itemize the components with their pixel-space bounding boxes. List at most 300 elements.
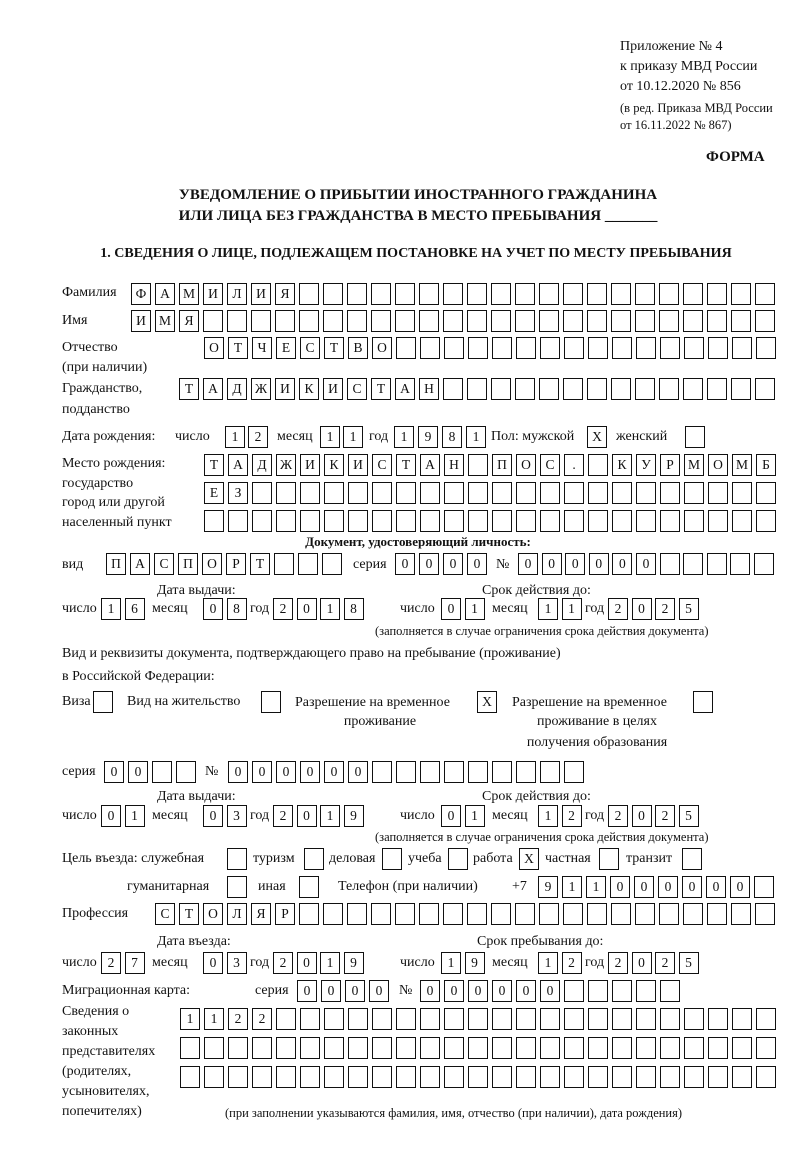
- char-box[interactable]: 2: [562, 952, 582, 974]
- char-box[interactable]: Л: [227, 283, 247, 305]
- char-box[interactable]: [563, 310, 583, 332]
- char-box[interactable]: Е: [276, 337, 296, 359]
- char-box[interactable]: 8: [344, 598, 364, 620]
- char-box[interactable]: 0: [369, 980, 389, 1002]
- char-box[interactable]: М: [684, 454, 704, 476]
- char-box[interactable]: 0: [542, 553, 562, 575]
- char-box[interactable]: [300, 1008, 320, 1030]
- char-box[interactable]: О: [204, 337, 224, 359]
- char-box[interactable]: [683, 903, 703, 925]
- char-box[interactable]: 0: [441, 598, 461, 620]
- char-box[interactable]: X: [587, 426, 607, 448]
- char-box[interactable]: [372, 1008, 392, 1030]
- char-box[interactable]: [693, 691, 713, 713]
- char-box[interactable]: 1: [101, 598, 121, 620]
- char-box[interactable]: [348, 1008, 368, 1030]
- char-box[interactable]: [684, 337, 704, 359]
- char-box[interactable]: [396, 1037, 416, 1059]
- char-box[interactable]: [515, 283, 535, 305]
- char-box[interactable]: [372, 761, 392, 783]
- char-box[interactable]: А: [155, 283, 175, 305]
- char-box[interactable]: 0: [632, 952, 652, 974]
- char-box[interactable]: [252, 1066, 272, 1088]
- char-box[interactable]: [299, 876, 319, 898]
- char-box[interactable]: 0: [420, 980, 440, 1002]
- char-box[interactable]: Т: [371, 378, 391, 400]
- char-box[interactable]: [348, 510, 368, 532]
- char-box[interactable]: А: [395, 378, 415, 400]
- char-box[interactable]: [420, 1008, 440, 1030]
- char-box[interactable]: Т: [396, 454, 416, 476]
- char-box[interactable]: В: [348, 337, 368, 359]
- char-box[interactable]: [347, 310, 367, 332]
- char-box[interactable]: 0: [612, 553, 632, 575]
- char-box[interactable]: [516, 482, 536, 504]
- char-box[interactable]: [708, 337, 728, 359]
- char-box[interactable]: [708, 1008, 728, 1030]
- char-box[interactable]: [396, 1066, 416, 1088]
- char-box[interactable]: [564, 1066, 584, 1088]
- char-box[interactable]: [444, 337, 464, 359]
- char-box[interactable]: [443, 903, 463, 925]
- char-box[interactable]: 9: [465, 952, 485, 974]
- char-box[interactable]: [276, 1066, 296, 1088]
- char-box[interactable]: [564, 510, 584, 532]
- char-box[interactable]: 1: [320, 426, 340, 448]
- char-box[interactable]: [299, 283, 319, 305]
- char-box[interactable]: 2: [101, 952, 121, 974]
- char-box[interactable]: О: [708, 454, 728, 476]
- char-box[interactable]: З: [228, 482, 248, 504]
- char-box[interactable]: [684, 1008, 704, 1030]
- char-box[interactable]: [276, 510, 296, 532]
- char-box[interactable]: [324, 482, 344, 504]
- char-box[interactable]: [563, 903, 583, 925]
- char-box[interactable]: [304, 848, 324, 870]
- char-box[interactable]: [611, 378, 631, 400]
- char-box[interactable]: Т: [204, 454, 224, 476]
- char-box[interactable]: [731, 283, 751, 305]
- char-box[interactable]: [491, 283, 511, 305]
- char-box[interactable]: С: [154, 553, 174, 575]
- char-box[interactable]: [227, 310, 247, 332]
- char-box[interactable]: 0: [297, 980, 317, 1002]
- char-box[interactable]: И: [300, 454, 320, 476]
- char-box[interactable]: 0: [632, 598, 652, 620]
- char-box[interactable]: 0: [565, 553, 585, 575]
- char-box[interactable]: П: [106, 553, 126, 575]
- char-box[interactable]: 2: [655, 952, 675, 974]
- char-box[interactable]: [371, 283, 391, 305]
- char-box[interactable]: Ж: [251, 378, 271, 400]
- char-box[interactable]: [539, 310, 559, 332]
- char-box[interactable]: [730, 553, 750, 575]
- char-box[interactable]: А: [228, 454, 248, 476]
- char-box[interactable]: 1: [562, 876, 582, 898]
- char-box[interactable]: И: [323, 378, 343, 400]
- char-box[interactable]: 1: [125, 805, 145, 827]
- char-box[interactable]: [564, 1037, 584, 1059]
- char-box[interactable]: [755, 378, 775, 400]
- char-box[interactable]: [539, 283, 559, 305]
- char-box[interactable]: 0: [632, 805, 652, 827]
- char-box[interactable]: [636, 1008, 656, 1030]
- char-box[interactable]: [420, 510, 440, 532]
- char-box[interactable]: 1: [465, 598, 485, 620]
- char-box[interactable]: 2: [248, 426, 268, 448]
- char-box[interactable]: [491, 903, 511, 925]
- char-box[interactable]: 1: [538, 952, 558, 974]
- char-box[interactable]: [732, 1037, 752, 1059]
- char-box[interactable]: [635, 903, 655, 925]
- char-box[interactable]: [467, 378, 487, 400]
- char-box[interactable]: 2: [273, 805, 293, 827]
- char-box[interactable]: [444, 1008, 464, 1030]
- char-box[interactable]: X: [477, 691, 497, 713]
- char-box[interactable]: К: [324, 454, 344, 476]
- char-box[interactable]: [492, 1037, 512, 1059]
- char-box[interactable]: [324, 510, 344, 532]
- char-box[interactable]: [372, 510, 392, 532]
- char-box[interactable]: [467, 283, 487, 305]
- char-box[interactable]: [708, 1066, 728, 1088]
- char-box[interactable]: Р: [660, 454, 680, 476]
- char-box[interactable]: [540, 1008, 560, 1030]
- char-box[interactable]: [444, 482, 464, 504]
- char-box[interactable]: [395, 283, 415, 305]
- char-box[interactable]: [588, 337, 608, 359]
- char-box[interactable]: 5: [679, 952, 699, 974]
- char-box[interactable]: М: [179, 283, 199, 305]
- char-box[interactable]: [516, 1008, 536, 1030]
- char-box[interactable]: [685, 426, 705, 448]
- char-box[interactable]: [756, 1066, 776, 1088]
- char-box[interactable]: [755, 903, 775, 925]
- char-box[interactable]: 1: [204, 1008, 224, 1030]
- char-box[interactable]: 1: [320, 952, 340, 974]
- char-box[interactable]: 2: [273, 952, 293, 974]
- char-box[interactable]: 1: [394, 426, 414, 448]
- char-box[interactable]: 0: [468, 980, 488, 1002]
- char-box[interactable]: 1: [538, 598, 558, 620]
- char-box[interactable]: [492, 337, 512, 359]
- char-box[interactable]: И: [275, 378, 295, 400]
- char-box[interactable]: Р: [275, 903, 295, 925]
- char-box[interactable]: [492, 482, 512, 504]
- char-box[interactable]: [419, 283, 439, 305]
- char-box[interactable]: [420, 761, 440, 783]
- char-box[interactable]: [540, 482, 560, 504]
- char-box[interactable]: [204, 1037, 224, 1059]
- char-box[interactable]: Т: [250, 553, 270, 575]
- char-box[interactable]: [660, 1066, 680, 1088]
- char-box[interactable]: [444, 1066, 464, 1088]
- char-box[interactable]: 2: [608, 805, 628, 827]
- char-box[interactable]: [588, 1066, 608, 1088]
- char-box[interactable]: [227, 876, 247, 898]
- char-box[interactable]: [540, 1066, 560, 1088]
- char-box[interactable]: [275, 310, 295, 332]
- char-box[interactable]: [228, 1066, 248, 1088]
- char-box[interactable]: [636, 510, 656, 532]
- char-box[interactable]: 1: [320, 805, 340, 827]
- char-box[interactable]: 2: [608, 598, 628, 620]
- char-box[interactable]: [322, 553, 342, 575]
- char-box[interactable]: [396, 1008, 416, 1030]
- char-box[interactable]: 0: [682, 876, 702, 898]
- char-box[interactable]: 0: [634, 876, 654, 898]
- char-box[interactable]: [93, 691, 113, 713]
- char-box[interactable]: Т: [179, 903, 199, 925]
- char-box[interactable]: [300, 510, 320, 532]
- char-box[interactable]: Р: [226, 553, 246, 575]
- char-box[interactable]: [682, 848, 702, 870]
- char-box[interactable]: [347, 283, 367, 305]
- char-box[interactable]: [659, 283, 679, 305]
- char-box[interactable]: П: [178, 553, 198, 575]
- char-box[interactable]: О: [372, 337, 392, 359]
- char-box[interactable]: О: [202, 553, 222, 575]
- char-box[interactable]: 0: [252, 761, 272, 783]
- char-box[interactable]: 0: [610, 876, 630, 898]
- char-box[interactable]: 0: [467, 553, 487, 575]
- char-box[interactable]: [707, 553, 727, 575]
- char-box[interactable]: Н: [419, 378, 439, 400]
- char-box[interactable]: 0: [518, 553, 538, 575]
- char-box[interactable]: 1: [466, 426, 486, 448]
- char-box[interactable]: 2: [655, 598, 675, 620]
- char-box[interactable]: 5: [679, 598, 699, 620]
- char-box[interactable]: 0: [203, 805, 223, 827]
- char-box[interactable]: [252, 510, 272, 532]
- char-box[interactable]: [419, 310, 439, 332]
- char-box[interactable]: [636, 980, 656, 1002]
- char-box[interactable]: Ж: [276, 454, 296, 476]
- char-box[interactable]: [492, 1008, 512, 1030]
- char-box[interactable]: 1: [225, 426, 245, 448]
- char-box[interactable]: [444, 1037, 464, 1059]
- char-box[interactable]: [252, 1037, 272, 1059]
- char-box[interactable]: [372, 482, 392, 504]
- char-box[interactable]: [227, 848, 247, 870]
- char-box[interactable]: Я: [179, 310, 199, 332]
- char-box[interactable]: [420, 1037, 440, 1059]
- char-box[interactable]: Д: [252, 454, 272, 476]
- char-box[interactable]: 8: [442, 426, 462, 448]
- char-box[interactable]: [684, 482, 704, 504]
- char-box[interactable]: .: [564, 454, 584, 476]
- char-box[interactable]: 0: [276, 761, 296, 783]
- char-box[interactable]: 0: [730, 876, 750, 898]
- char-box[interactable]: [683, 310, 703, 332]
- char-box[interactable]: О: [203, 903, 223, 925]
- char-box[interactable]: [348, 1066, 368, 1088]
- char-box[interactable]: [708, 1037, 728, 1059]
- char-box[interactable]: [261, 691, 281, 713]
- char-box[interactable]: 0: [441, 805, 461, 827]
- char-box[interactable]: Ч: [252, 337, 272, 359]
- char-box[interactable]: Я: [251, 903, 271, 925]
- char-box[interactable]: [588, 482, 608, 504]
- char-box[interactable]: 2: [273, 598, 293, 620]
- char-box[interactable]: 1: [441, 952, 461, 974]
- char-box[interactable]: [564, 1008, 584, 1030]
- char-box[interactable]: [563, 283, 583, 305]
- char-box[interactable]: [492, 1066, 512, 1088]
- char-box[interactable]: [540, 510, 560, 532]
- char-box[interactable]: [395, 903, 415, 925]
- char-box[interactable]: [468, 1066, 488, 1088]
- char-box[interactable]: [660, 510, 680, 532]
- char-box[interactable]: А: [130, 553, 150, 575]
- char-box[interactable]: [180, 1066, 200, 1088]
- char-box[interactable]: 9: [418, 426, 438, 448]
- char-box[interactable]: С: [540, 454, 560, 476]
- char-box[interactable]: [563, 378, 583, 400]
- char-box[interactable]: [588, 1008, 608, 1030]
- char-box[interactable]: [491, 310, 511, 332]
- char-box[interactable]: [684, 510, 704, 532]
- char-box[interactable]: 0: [297, 805, 317, 827]
- char-box[interactable]: [323, 903, 343, 925]
- char-box[interactable]: И: [203, 283, 223, 305]
- char-box[interactable]: [660, 482, 680, 504]
- char-box[interactable]: [636, 482, 656, 504]
- char-box[interactable]: [252, 482, 272, 504]
- char-box[interactable]: 0: [706, 876, 726, 898]
- char-box[interactable]: 0: [636, 553, 656, 575]
- char-box[interactable]: 1: [180, 1008, 200, 1030]
- char-box[interactable]: А: [420, 454, 440, 476]
- char-box[interactable]: [540, 337, 560, 359]
- char-box[interactable]: [731, 903, 751, 925]
- char-box[interactable]: М: [155, 310, 175, 332]
- char-box[interactable]: 7: [125, 952, 145, 974]
- char-box[interactable]: [420, 482, 440, 504]
- char-box[interactable]: [635, 378, 655, 400]
- char-box[interactable]: [708, 510, 728, 532]
- char-box[interactable]: С: [300, 337, 320, 359]
- char-box[interactable]: [612, 980, 632, 1002]
- char-box[interactable]: [491, 378, 511, 400]
- char-box[interactable]: [612, 482, 632, 504]
- char-box[interactable]: М: [732, 454, 752, 476]
- char-box[interactable]: [539, 378, 559, 400]
- char-box[interactable]: 9: [344, 952, 364, 974]
- char-box[interactable]: А: [203, 378, 223, 400]
- char-box[interactable]: [732, 482, 752, 504]
- char-box[interactable]: Т: [324, 337, 344, 359]
- char-box[interactable]: 0: [228, 761, 248, 783]
- char-box[interactable]: 0: [589, 553, 609, 575]
- char-box[interactable]: [732, 1008, 752, 1030]
- char-box[interactable]: 0: [516, 980, 536, 1002]
- char-box[interactable]: [516, 761, 536, 783]
- char-box[interactable]: [516, 337, 536, 359]
- char-box[interactable]: [323, 283, 343, 305]
- char-box[interactable]: [515, 903, 535, 925]
- char-box[interactable]: [731, 378, 751, 400]
- char-box[interactable]: [539, 903, 559, 925]
- char-box[interactable]: [492, 510, 512, 532]
- char-box[interactable]: [684, 1037, 704, 1059]
- char-box[interactable]: [300, 1037, 320, 1059]
- char-box[interactable]: [612, 1008, 632, 1030]
- char-box[interactable]: [468, 510, 488, 532]
- char-box[interactable]: 2: [655, 805, 675, 827]
- char-box[interactable]: [756, 1008, 776, 1030]
- char-box[interactable]: [612, 1037, 632, 1059]
- char-box[interactable]: [707, 310, 727, 332]
- char-box[interactable]: [396, 337, 416, 359]
- char-box[interactable]: К: [612, 454, 632, 476]
- char-box[interactable]: 1: [320, 598, 340, 620]
- char-box[interactable]: [468, 337, 488, 359]
- char-box[interactable]: [540, 1037, 560, 1059]
- char-box[interactable]: 9: [538, 876, 558, 898]
- char-box[interactable]: [468, 761, 488, 783]
- char-box[interactable]: [732, 510, 752, 532]
- char-box[interactable]: [467, 310, 487, 332]
- char-box[interactable]: [755, 310, 775, 332]
- char-box[interactable]: [396, 482, 416, 504]
- char-box[interactable]: 0: [324, 761, 344, 783]
- char-box[interactable]: [516, 1066, 536, 1088]
- char-box[interactable]: 0: [658, 876, 678, 898]
- char-box[interactable]: [599, 848, 619, 870]
- char-box[interactable]: 0: [395, 553, 415, 575]
- char-box[interactable]: О: [516, 454, 536, 476]
- char-box[interactable]: [444, 761, 464, 783]
- char-box[interactable]: 1: [538, 805, 558, 827]
- char-box[interactable]: К: [299, 378, 319, 400]
- char-box[interactable]: [372, 1037, 392, 1059]
- char-box[interactable]: [587, 310, 607, 332]
- char-box[interactable]: [660, 1037, 680, 1059]
- char-box[interactable]: [204, 1066, 224, 1088]
- char-box[interactable]: [443, 310, 463, 332]
- char-box[interactable]: 1: [586, 876, 606, 898]
- char-box[interactable]: [251, 310, 271, 332]
- char-box[interactable]: [180, 1037, 200, 1059]
- char-box[interactable]: [659, 378, 679, 400]
- char-box[interactable]: [298, 553, 318, 575]
- char-box[interactable]: [448, 848, 468, 870]
- char-box[interactable]: [683, 283, 703, 305]
- char-box[interactable]: [276, 1008, 296, 1030]
- char-box[interactable]: [540, 761, 560, 783]
- char-box[interactable]: [635, 310, 655, 332]
- char-box[interactable]: [659, 310, 679, 332]
- char-box[interactable]: [347, 903, 367, 925]
- char-box[interactable]: Ф: [131, 283, 151, 305]
- char-box[interactable]: [635, 283, 655, 305]
- char-box[interactable]: [203, 310, 223, 332]
- char-box[interactable]: 0: [540, 980, 560, 1002]
- char-box[interactable]: [228, 1037, 248, 1059]
- char-box[interactable]: [564, 980, 584, 1002]
- char-box[interactable]: [492, 761, 512, 783]
- char-box[interactable]: 0: [101, 805, 121, 827]
- char-box[interactable]: И: [251, 283, 271, 305]
- char-box[interactable]: [683, 378, 703, 400]
- char-box[interactable]: 1: [343, 426, 363, 448]
- char-box[interactable]: [276, 1037, 296, 1059]
- char-box[interactable]: Б: [756, 454, 776, 476]
- char-box[interactable]: [587, 378, 607, 400]
- char-box[interactable]: И: [348, 454, 368, 476]
- char-box[interactable]: 8: [227, 598, 247, 620]
